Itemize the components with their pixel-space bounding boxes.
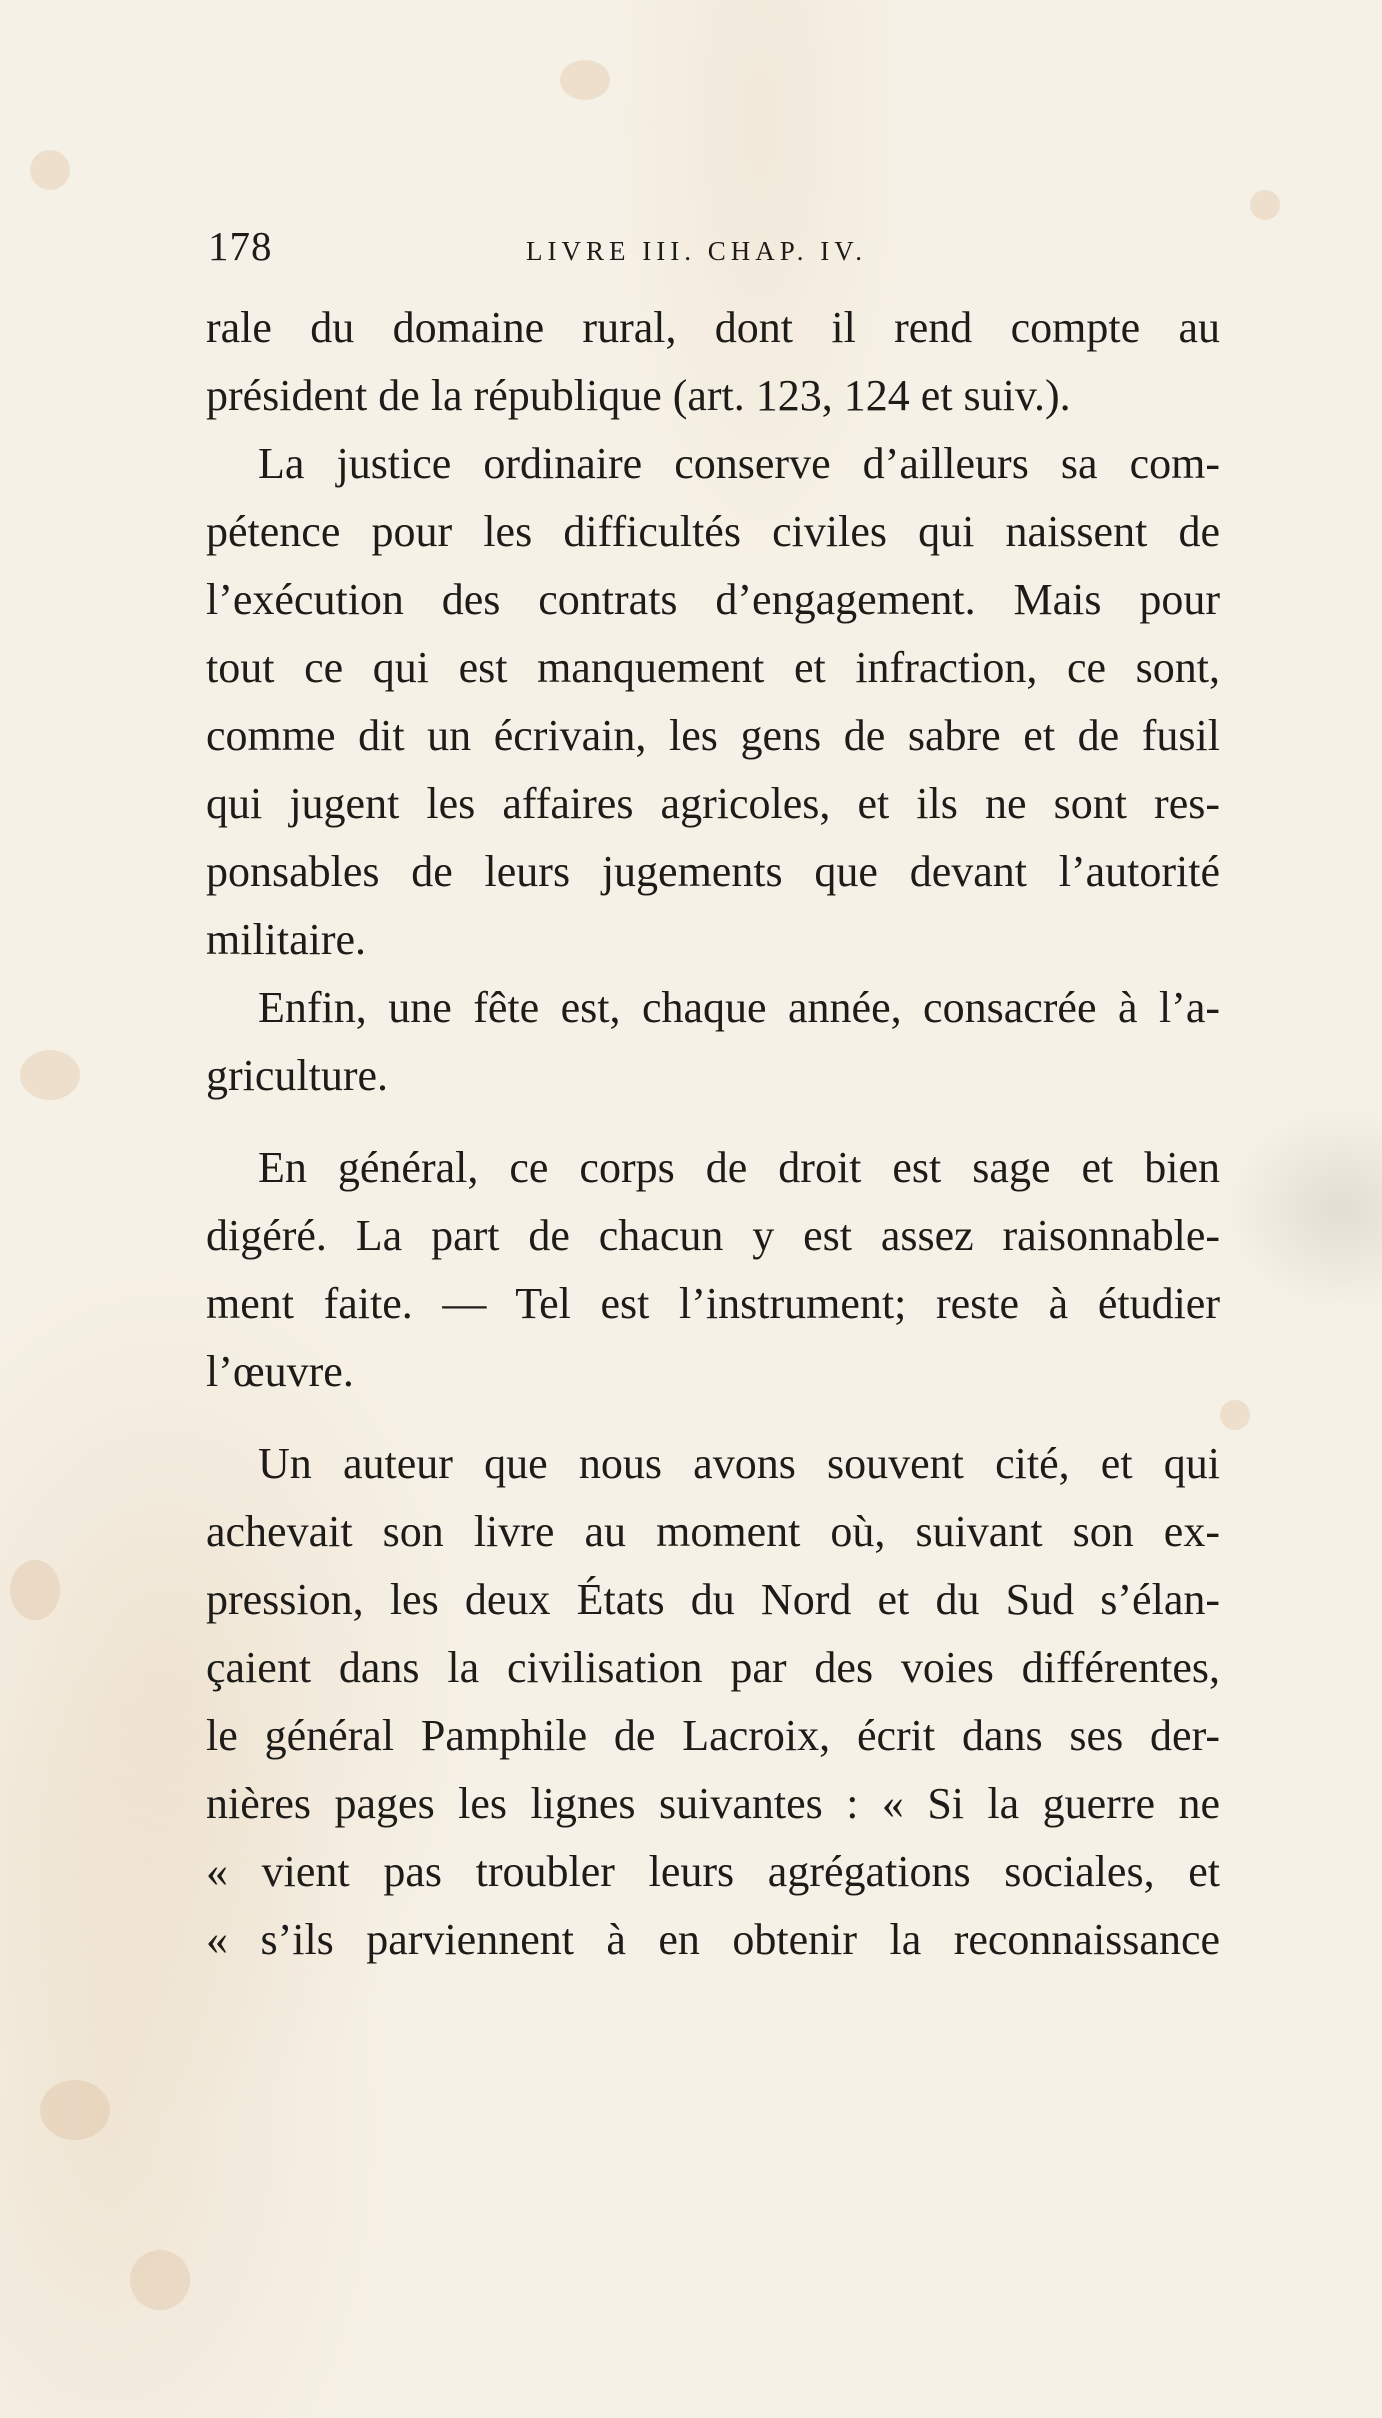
paragraph-gap [206, 1406, 1220, 1430]
text-line: « vient pas troubler leurs agrégations sociales, et [206, 1847, 1220, 1896]
running-head: LIVRE III. CHAP. IV. [526, 236, 867, 266]
foxing-spot [20, 1050, 80, 1100]
text-line: militaire. [206, 915, 367, 964]
text-line: digéré. La part de chacun y est assez raisonnable- [206, 1211, 1220, 1260]
paragraph [206, 974, 1220, 1110]
text-line: Un auteur que nous avons souvent cité, et qui [258, 1439, 1220, 1488]
page-number: 178 [208, 223, 273, 269]
foxing-spot [1220, 1400, 1250, 1430]
foxing-spot [10, 1560, 60, 1620]
page-header [208, 222, 1218, 282]
text-line: l’exécution des contrats d’engagement. Mais pour [206, 575, 1220, 624]
text-line: président de la république (art. 123, 124 et suiv.). [206, 371, 1071, 420]
foxing-spot [40, 2080, 110, 2140]
foxing-spot [560, 60, 610, 100]
text-line: le général Pamphile de Lacroix, écrit dans ses der- [206, 1711, 1220, 1760]
paragraph-gap [206, 1110, 1220, 1134]
text-line: rale du domaine rural, dont il rend compte au [206, 303, 1220, 352]
paragraph [206, 1430, 1220, 1974]
text-line: l’œuvre. [206, 1347, 354, 1396]
foxing-spot [30, 150, 70, 190]
text-line: comme dit un écrivain, les gens de sabre et de fusil [206, 711, 1220, 760]
text-line: ponsables de leurs jugements que devant l’autorité [206, 847, 1220, 896]
paragraph [206, 1134, 1220, 1406]
foxing-spot [1250, 190, 1280, 220]
text-line: çaient dans la civilisation par des voies différentes, [206, 1643, 1220, 1692]
text-line: Enfin, une fête est, chaque année, consacrée à l’a- [258, 983, 1220, 1032]
foxing-spot [130, 2250, 190, 2310]
paragraph [206, 430, 1220, 974]
body-text [206, 294, 1220, 1974]
text-line: La justice ordinaire conserve d’ailleurs sa com- [258, 439, 1220, 488]
text-line: ment faite. — Tel est l’instrument; reste à étudier [206, 1279, 1220, 1328]
text-line: qui jugent les affaires agricoles, et ils ne sont res- [206, 779, 1220, 828]
text-line: nières pages les lignes suivantes : « Si la guerre ne [206, 1779, 1220, 1828]
text-line: griculture. [206, 1051, 389, 1100]
text-line: achevait son livre au moment où, suivant son ex- [206, 1507, 1220, 1556]
text-line: pétence pour les difficultés civiles qui naissent de [206, 507, 1220, 556]
text-line: En général, ce corps de droit est sage et bien [258, 1143, 1220, 1192]
text-line: « s’ils parviennent à en obtenir la reconnaissance [206, 1915, 1220, 1964]
text-line: pression, les deux États du Nord et du Sud s’élan- [206, 1575, 1220, 1624]
text-line: tout ce qui est manquement et infraction, ce sont, [206, 643, 1220, 692]
paragraph [206, 294, 1220, 430]
